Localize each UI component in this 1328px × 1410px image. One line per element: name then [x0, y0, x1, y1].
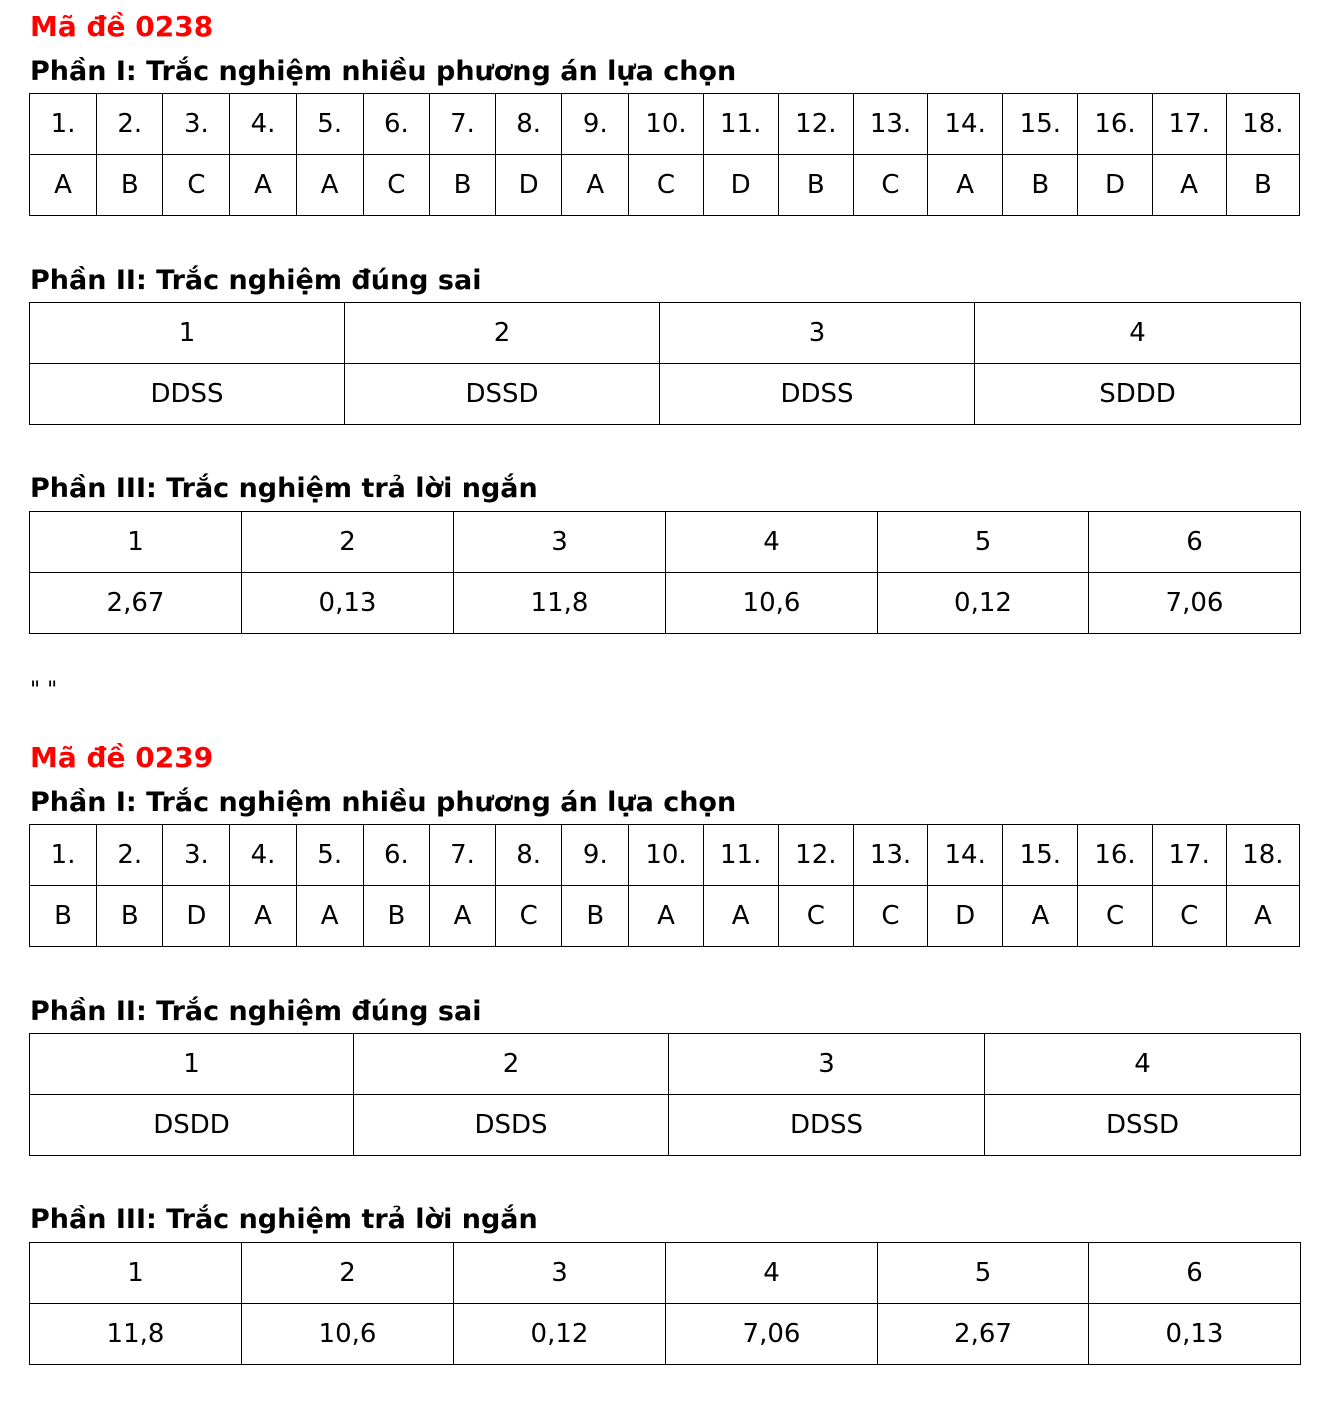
- answer-cell: DSDD: [30, 1095, 354, 1156]
- part2-answer-table: [29, 302, 1301, 425]
- answer-cell: A: [562, 155, 629, 216]
- answer-cell: DDSS: [660, 364, 975, 425]
- answer-cell: A: [629, 886, 703, 947]
- answer-cell: A: [230, 886, 296, 947]
- question-number: 3: [454, 1243, 666, 1304]
- answer-cell: C: [778, 886, 853, 947]
- answer-row: [30, 573, 1301, 634]
- question-number: 6: [1089, 512, 1301, 573]
- question-number: 16.: [1078, 94, 1152, 155]
- question-number: 4: [666, 512, 878, 573]
- question-number: 2: [242, 1243, 454, 1304]
- question-number-row: [30, 303, 1301, 364]
- question-number: 3: [454, 512, 666, 573]
- answer-cell: B: [778, 155, 853, 216]
- answer-cell: 10,6: [242, 1304, 454, 1365]
- answer-cell: C: [363, 155, 429, 216]
- question-number: 18.: [1226, 825, 1299, 886]
- question-number: 1: [30, 512, 242, 573]
- answer-cell: B: [1226, 155, 1299, 216]
- exam-code-title: Mã đề 0239: [30, 741, 214, 774]
- answer-row: [30, 155, 1300, 216]
- answer-cell: C: [629, 155, 703, 216]
- part1-title: Phần I: Trắc nghiệm nhiều phương án lựa chọn: [30, 787, 737, 818]
- part1-answer-table: [29, 93, 1300, 216]
- separator-text: " ": [30, 678, 58, 703]
- answer-cell: A: [230, 155, 296, 216]
- answer-cell: B: [562, 886, 629, 947]
- part2-title: Phần II: Trắc nghiệm đúng sai: [30, 996, 482, 1027]
- question-number: 12.: [778, 825, 853, 886]
- part3-answer-table: [29, 1242, 1301, 1365]
- question-number: 8.: [496, 94, 562, 155]
- question-number: 9.: [562, 94, 629, 155]
- question-number: 10.: [629, 825, 703, 886]
- answer-cell: DSSD: [985, 1095, 1301, 1156]
- answer-cell: B: [97, 155, 163, 216]
- question-number: 3: [660, 303, 975, 364]
- answer-cell: B: [363, 886, 429, 947]
- question-number: 2: [242, 512, 454, 573]
- question-number: 6: [1089, 1243, 1301, 1304]
- question-number: 13.: [853, 825, 927, 886]
- question-number: 5.: [296, 825, 363, 886]
- answer-cell: 7,06: [1089, 573, 1301, 634]
- part3-answer-table: [29, 511, 1301, 634]
- question-number-row: [30, 825, 1300, 886]
- question-number: 6.: [363, 94, 429, 155]
- answer-cell: D: [1078, 155, 1152, 216]
- answer-cell: 0,13: [242, 573, 454, 634]
- part1-title: Phần I: Trắc nghiệm nhiều phương án lựa chọn: [30, 56, 737, 87]
- question-number: 1: [30, 1243, 242, 1304]
- answer-cell: C: [163, 155, 230, 216]
- question-number: 11.: [703, 825, 778, 886]
- answer-cell: B: [30, 886, 97, 947]
- question-number: 6.: [363, 825, 429, 886]
- answer-row: [30, 886, 1300, 947]
- answer-cell: C: [853, 155, 927, 216]
- question-number: 2.: [97, 94, 163, 155]
- question-number: 4: [975, 303, 1301, 364]
- question-number: 1: [30, 1034, 354, 1095]
- question-number: 14.: [928, 94, 1003, 155]
- question-number: 14.: [928, 825, 1003, 886]
- question-number-row: [30, 1243, 1301, 1304]
- answer-cell: B: [429, 155, 495, 216]
- question-number: 3: [669, 1034, 985, 1095]
- answer-cell: C: [1152, 886, 1226, 947]
- question-number: 11.: [703, 94, 778, 155]
- answer-cell: 11,8: [30, 1304, 242, 1365]
- question-number: 1: [30, 303, 345, 364]
- answer-cell: D: [496, 155, 562, 216]
- answer-row: [30, 364, 1301, 425]
- part3-title: Phần III: Trắc nghiệm trả lời ngắn: [30, 1204, 538, 1235]
- answer-cell: SDDD: [975, 364, 1301, 425]
- answer-cell: A: [1226, 886, 1299, 947]
- question-number: 1.: [30, 825, 97, 886]
- question-number: 4: [985, 1034, 1301, 1095]
- question-number: 2: [345, 303, 660, 364]
- answer-cell: C: [1078, 886, 1152, 947]
- answer-cell: 2,67: [878, 1304, 1089, 1365]
- question-number: 5: [878, 1243, 1089, 1304]
- answer-cell: D: [703, 155, 778, 216]
- question-number-row: [30, 512, 1301, 573]
- answer-cell: B: [1003, 155, 1078, 216]
- answer-cell: D: [928, 886, 1003, 947]
- question-number: 7.: [429, 94, 495, 155]
- question-number: 5: [878, 512, 1089, 573]
- answer-cell: B: [97, 886, 163, 947]
- question-number: 18.: [1226, 94, 1299, 155]
- answer-cell: DSSD: [345, 364, 660, 425]
- question-number: 16.: [1078, 825, 1152, 886]
- answer-row: [30, 1095, 1301, 1156]
- question-number: 5.: [296, 94, 363, 155]
- question-number: 9.: [562, 825, 629, 886]
- question-number: 1.: [30, 94, 97, 155]
- answer-cell: DDSS: [30, 364, 345, 425]
- question-number: 4: [666, 1243, 878, 1304]
- answer-cell: A: [1003, 886, 1078, 947]
- answer-cell: A: [703, 886, 778, 947]
- question-number: 17.: [1152, 825, 1226, 886]
- answer-cell: 10,6: [666, 573, 878, 634]
- answer-cell: 0,12: [454, 1304, 666, 1365]
- question-number: 4.: [230, 825, 296, 886]
- question-number: 2.: [97, 825, 163, 886]
- part1-answer-table: [29, 824, 1300, 947]
- answer-cell: A: [30, 155, 97, 216]
- question-number: 15.: [1003, 94, 1078, 155]
- question-number: 2: [354, 1034, 669, 1095]
- question-number: 7.: [429, 825, 495, 886]
- answer-cell: A: [296, 155, 363, 216]
- part3-title: Phần III: Trắc nghiệm trả lời ngắn: [30, 473, 538, 504]
- answer-cell: A: [296, 886, 363, 947]
- part2-answer-table: [29, 1033, 1301, 1156]
- part2-title: Phần II: Trắc nghiệm đúng sai: [30, 265, 482, 296]
- answer-cell: 7,06: [666, 1304, 878, 1365]
- question-number-row: [30, 1034, 1301, 1095]
- answer-cell: 2,67: [30, 573, 242, 634]
- question-number: 12.: [778, 94, 853, 155]
- question-number: 10.: [629, 94, 703, 155]
- answer-cell: 11,8: [454, 573, 666, 634]
- question-number: 3.: [163, 825, 230, 886]
- answer-row: [30, 1304, 1301, 1365]
- answer-cell: A: [1152, 155, 1226, 216]
- question-number: 17.: [1152, 94, 1226, 155]
- question-number: 13.: [853, 94, 927, 155]
- answer-cell: 0,13: [1089, 1304, 1301, 1365]
- answer-cell: D: [163, 886, 230, 947]
- answer-cell: DDSS: [669, 1095, 985, 1156]
- answer-cell: C: [853, 886, 927, 947]
- question-number: 4.: [230, 94, 296, 155]
- exam-code-title: Mã đề 0238: [30, 10, 214, 43]
- question-number: 3.: [163, 94, 230, 155]
- answer-cell: C: [496, 886, 562, 947]
- answer-cell: DSDS: [354, 1095, 669, 1156]
- question-number-row: [30, 94, 1300, 155]
- question-number: 8.: [496, 825, 562, 886]
- answer-cell: A: [928, 155, 1003, 216]
- answer-cell: A: [429, 886, 495, 947]
- question-number: 15.: [1003, 825, 1078, 886]
- answer-cell: 0,12: [878, 573, 1089, 634]
